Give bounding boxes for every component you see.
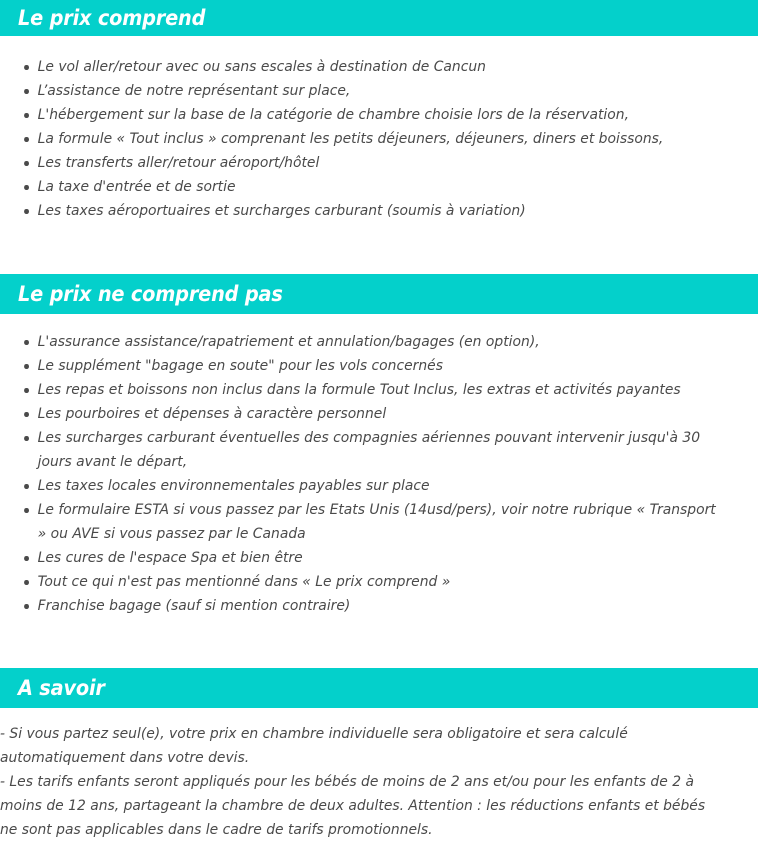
list-item: Franchise bagage (sauf si mention contraire)	[0, 594, 731, 618]
list-item: Les transferts aller/retour aéroport/hôtel	[0, 151, 731, 175]
section-title: A savoir	[18, 675, 105, 700]
page-bottom-spacer	[0, 842, 758, 856]
notes-a-savoir	[0, 708, 758, 842]
section-header-prix-ne-comprend-pas	[0, 274, 758, 314]
list-prix-comprend	[0, 36, 758, 223]
list-item: L'assurance assistance/rapatriement et annulation/bagages (en option),	[0, 330, 731, 354]
list-item: Le vol aller/retour avec ou sans escales à destination de Cancun	[0, 55, 731, 79]
list-item: La formule « Tout inclus » comprenant les petits déjeuners, déjeuners, diners et boissons,	[0, 127, 731, 151]
list-item: Les taxes locales environnementales payables sur place	[0, 474, 731, 498]
list-item: Le formulaire ESTA si vous passez par les Etats Unis (14usd/pers), voir notre rubrique « Transport » ou AVE si vous passez par le Canada	[0, 498, 731, 546]
section-title: Le prix comprend	[18, 5, 206, 30]
note-paragraph: - Les tarifs enfants seront appliqués pour les bébés de moins de 2 ans et/ou pour les enfants de 2 à moins de 12 ans, partageant la chambre de deux adultes. Attention : les réductions enfants et bébés ne sont pas applicables dans le cadre de tarifs promotionnels.	[0, 774, 706, 838]
note-paragraph: - Si vous partez seul(e), votre prix en chambre individuelle sera obligatoire et sera calculé automatiquement dans votre devis.	[0, 726, 628, 766]
list-item: Les taxes aéroportuaires et surcharges carburant (soumis à variation)	[0, 199, 731, 223]
list-prix-ne-comprend-pas	[0, 314, 758, 618]
list-item: La taxe d'entrée et de sortie	[0, 175, 731, 199]
list-item: Les surcharges carburant éventuelles des compagnies aériennes pouvant intervenir jusqu'à 30 jours avant le départ,	[0, 426, 731, 474]
section-spacer	[0, 618, 758, 668]
list-item: Les cures de l'espace Spa et bien être	[0, 546, 731, 570]
section-title: Le prix ne comprend pas	[18, 281, 283, 306]
section-header-prix-comprend	[0, 0, 758, 36]
section-header-a-savoir	[0, 668, 758, 708]
list-item: Les pourboires et dépenses à caractère personnel	[0, 402, 731, 426]
list-item: Le supplément "bagage en soute" pour les vols concernés	[0, 354, 731, 378]
list-item: L'hébergement sur la base de la catégorie de chambre choisie lors de la réservation,	[0, 103, 731, 127]
list-item: Les repas et boissons non inclus dans la formule Tout Inclus, les extras et activités payantes	[0, 378, 731, 402]
section-spacer	[0, 223, 758, 274]
list-item: L’assistance de notre représentant sur place,	[0, 79, 731, 103]
list-item: Tout ce qui n'est pas mentionné dans « Le prix comprend »	[0, 570, 731, 594]
